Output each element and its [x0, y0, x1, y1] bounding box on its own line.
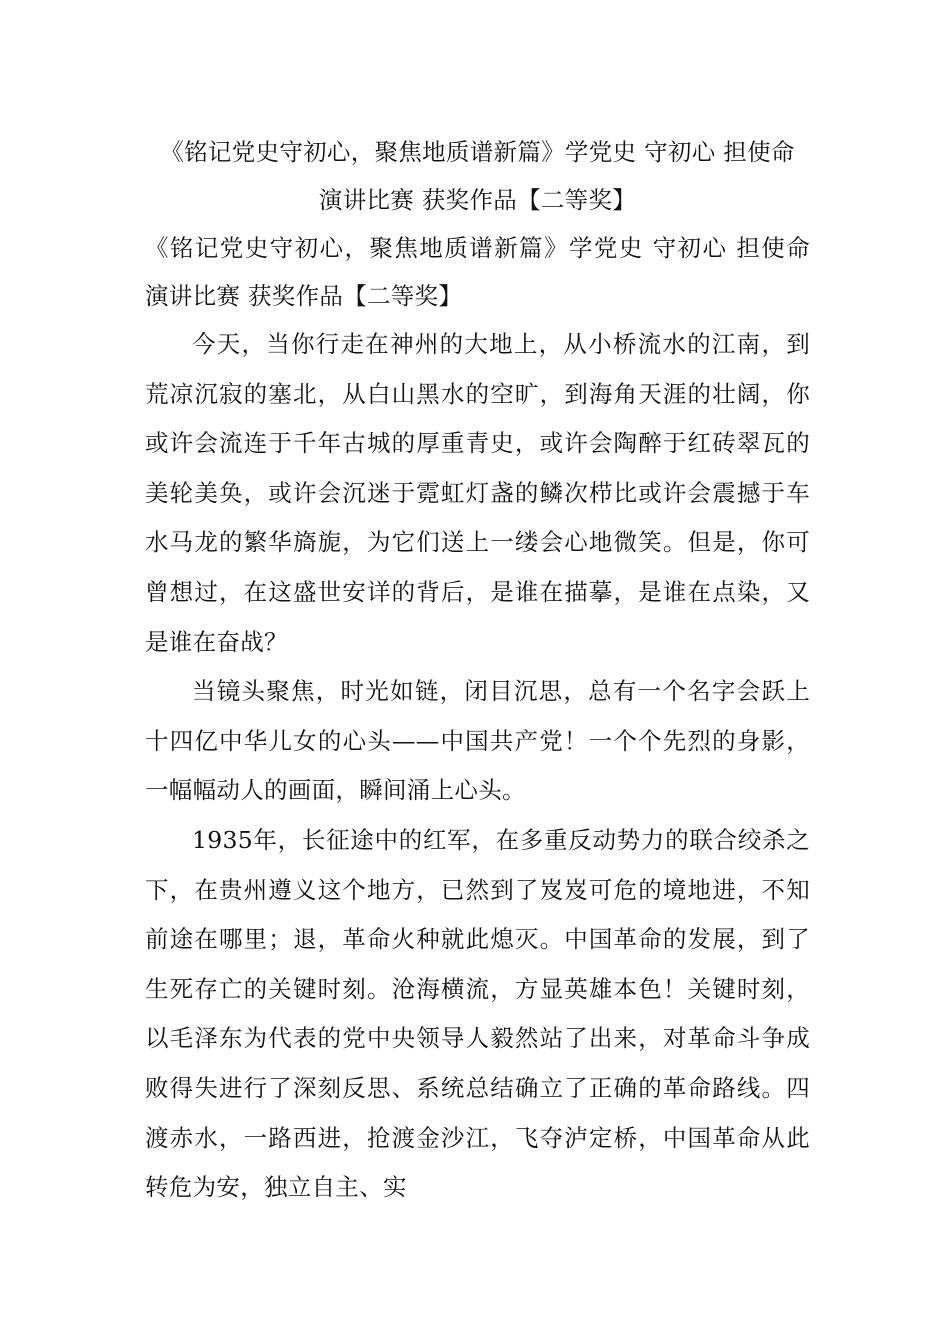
- body-paragraph-1: 今天，当你行走在神州的大地上，从小桥流水的江南，到荒凉沉寂的塞北，从白山黑水的空旷，到海角天涯的壮阔，你或许会流连于千年古城的厚重青史，或许会陶醉于红砖翠瓦的美轮美奂，或许会沉迷于霓虹灯盏的鳞次栉比或许会震撼于车水马龙的繁华旖旎，为它们送上一缕会心地微笑。但是，你可曾想过，在这盛世安详的背后，是谁在描摹，是谁在点染，又是谁在奋战？: [145, 330, 810, 656]
- body-paragraph-2: 当镜头聚焦，时光如链，闭目沉思，总有一个名字会跃上十四亿中华儿女的心头——中国共产党！一个个先烈的身影，一幅幅动人的画面，瞬间涌上心头。: [145, 677, 810, 805]
- document-title: 《铭记党史守初心，聚焦地质谱新篇》学党史 守初心 担使命 演讲比赛 获奖作品【二等奖】: [160, 138, 795, 214]
- document-subtitle: 《铭记党史守初心，聚焦地质谱新篇》学党史 守初心 担使命 演讲比赛 获奖作品【二等奖】: [145, 234, 810, 310]
- body-paragraph-3: 1935年，长征途中的红军，在多重反动势力的联合绞杀之下，在贵州遵义这个地方，已然到了岌岌可危的境地进，不知前途在哪里；退，革命火种就此熄灭。中国革命的发展，到了生死存亡的关键时刻。沧海横流，方显英雄本色！关键时刻，以毛泽东为代表的党中央领导人毅然站了出来，对革命斗争成败得失进行了深刻反思、系统总结确立了正确的革命路线。四渡赤水，一路西进，抢渡金沙江，飞夺泸定桥，中国革命从此转危为安，独立自主、实: [145, 825, 810, 1202]
- document-page: [145, 128, 810, 1328]
